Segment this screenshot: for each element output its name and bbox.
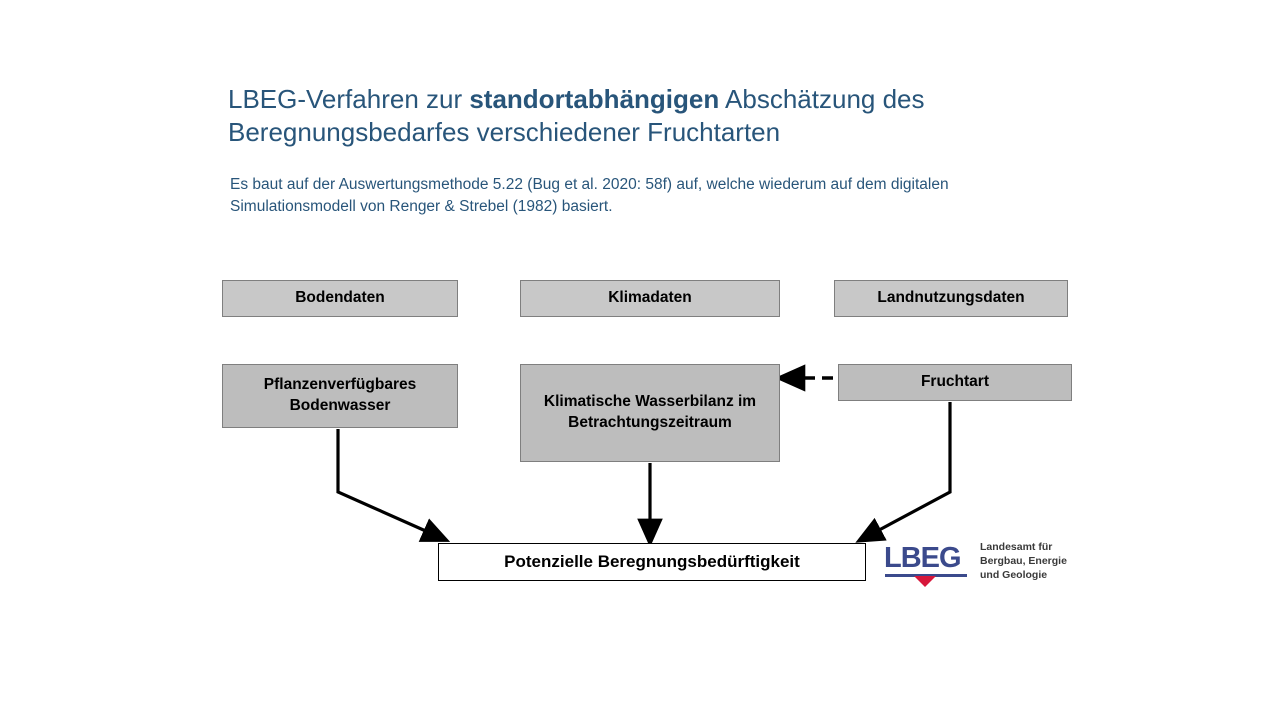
node-bodendaten (222, 280, 458, 317)
node-landnutzungsdaten (834, 280, 1068, 317)
logo-subtitle (980, 541, 1067, 583)
logo-line-3: und Geologie (980, 568, 1048, 581)
logo-triangle-icon (914, 576, 936, 587)
node-potenzielle-beregnungsbeduerftigkeit (438, 543, 866, 581)
node-label: Klimadaten (608, 289, 692, 307)
page-subtitle: Es baut auf der Auswertungsmethode 5.22 (Bug et al. 2020: 58f) auf, welche wiederum auf dem digitalen Simulationsmodell von Renger & Strebel (1982) basiert. (230, 176, 949, 216)
node-label: Landnutzungsdaten (877, 289, 1025, 307)
edge-fruchtart-result (868, 402, 950, 536)
node-fruchtart (838, 364, 1072, 401)
node-label: Potenzielle Beregnungsbedürftigkeit (504, 551, 800, 571)
node-klimadaten (520, 280, 780, 317)
edge-bodenwasser-result (338, 429, 437, 536)
logo-line-1: Landesamt für (980, 541, 1053, 553)
logo-wordmark: LBEG (884, 542, 961, 574)
lbeg-logo (884, 538, 1080, 590)
node-pflanzenverfuegbares-bodenwasser (222, 364, 458, 428)
node-label: Pflanzenverfügbares Bodenwasser (263, 376, 417, 414)
title-prefix: LBEG-Verfahren zur (228, 84, 470, 114)
title-suffix: Abschätzung des Beregnungsbedarfes verschiedener Fruchtarten (228, 84, 925, 148)
page-title (228, 83, 1028, 150)
node-label: Klimatische Wasserbilanz im Betrachtungszeitraum (543, 393, 757, 431)
node-label: Bodendaten (295, 289, 385, 307)
title-emphasis: standortabhängigen (469, 84, 720, 114)
logo-line-2: Bergbau, Energie (980, 554, 1067, 567)
node-klimatische-wasserbilanz (520, 364, 780, 462)
node-label: Fruchtart (920, 373, 990, 391)
